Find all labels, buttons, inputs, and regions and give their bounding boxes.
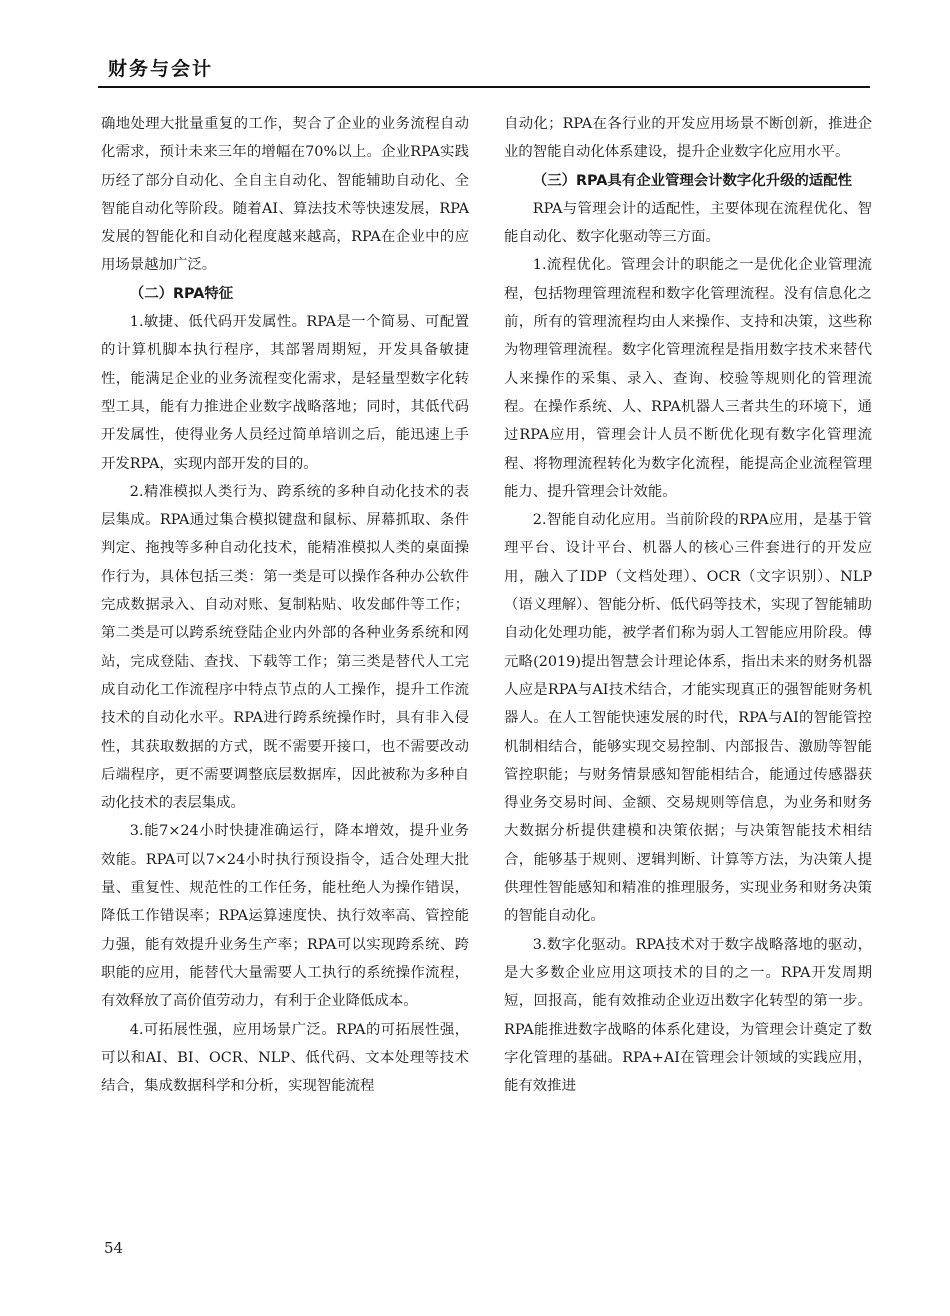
paragraph: 4.可拓展性强，应用场景广泛。RPA的可拓展性强，可以和AI、BI、OCR、NLP、低代码、文本处理等技术结合，集成数据科学和分析，实现智能流程 [101, 1021, 469, 1095]
section-heading: （三）RPA具有企业管理会计数字化升级的适配性 [532, 172, 853, 189]
paragraph: 自动化；RPA在各行业的开发应用场景不断创新，推进企业的智能自动化体系建设，提升企业数字化应用水平。 [504, 116, 872, 161]
journal-header-title: 财务与会计 [108, 58, 214, 80]
paragraph: RPA与管理会计的适配性，主要体现在流程优化、智能自动化、数字化驱动等三方面。 [504, 200, 872, 246]
paragraph: 2.精准模拟人类行为、跨系统的多种自动化技术的表层集成。RPA通过集合模拟键盘和鼠标、屏幕抓取、条件判定、拖拽等多种自动化技术，能精准模拟人类的桌面操作行为，具体包括三类：第一类是可以操作各种办公软件完成数据录入、自动对账、复制粘贴、收发邮件等工作；第二类是可以跨系统登陆企业内外部的各种业务系统和网站，完成登陆、查找、下载等工作；第三类是替代人工完成自动化工作流程序中特点节点的人工操作，提升工作流技术的自动化水平。RPA进行跨系统操作时，具有非入侵性，其获取数据的方式，既不需要开接口，也不需要改动后端程序，更不需要调整底层数据库，因此被称为多种自动化技术的表层集成。 [101, 483, 469, 812]
paragraph: 3.能7×24小时快捷准确运行，降本增效，提升业务效能。RPA可以7×24小时执行预设指令，适合处理大批量、重复性、规范性的工作任务，能杜绝人为操作错误，降低工作错误率；RPA运算速度快、执行效率高、管控能力强，能有效提升业务生产率；RPA可以实现跨系统、跨职能的应用，能替代大量需要人工执行的系统操作流程，有效释放了高价值劳动力，有利于企业降低成本。 [101, 823, 469, 1010]
header-rule [98, 86, 870, 88]
paragraph: 1.敏捷、低代码开发属性。RPA是一个简易、可配置的计算机脚本执行程序，其部署周期短，开发具备敏捷性，能满足企业的业务流程变化需求，是轻量型数字化转型工具，能有力推进企业数字战略落地；同时，其低代码开发属性，使得业务人员经过简单培训之后，能迅速上手开发RPA，实现内部开发的目的。 [101, 314, 469, 472]
paragraph: 1.流程优化。管理会计的职能之一是优化企业管理流程，包括物理管理流程和数字化管理流程。没有信息化之前，所有的管理流程均由人来操作、支持和决策，这些称为物理管理流程。数字化管理流程是指用数字技术来替代人来操作的采集、录入、查询、校验等规则化的管理流程。在操作系统、人、RPA机器人三者共生的环境下，通过RPA应用，管理会计人员不断优化现有数字化管理流程、将物理流程转化为数字化流程，能提高企业流程管理能力、提升管理会计效能。 [504, 257, 872, 500]
right-column [504, 110, 872, 1100]
paragraph: 3.数字化驱动。RPA技术对于数字战略落地的驱动，是大多数企业应用这项技术的目的之一。RPA开发周期短，回报高，能有效推动企业迈出数字化转型的第一步。RPA能推进数字战略的体系化建设，为管理会计奠定了数字化管理的基础。RPA+AI在管理会计领域的实践应用，能有效推进 [504, 936, 872, 1095]
section-heading: （二）RPA特征 [129, 285, 234, 302]
paragraph: 2.智能自动化应用。当前阶段的RPA应用，是基于管理平台、设计平台、机器人的核心三件套进行的开发应用，融入了IDP（文档处理）、OCR（文字识别）、NLP（语义理解）、智能分析、低代码等技术，实现了智能辅助自动化处理功能，被学者们称为弱人工智能应用阶段。傅元略(2019)提出智慧会计理论体系，指出未来的财务机器人应是RPA与AI技术结合，才能实现真正的强智能财务机器人。在人工智能快速发展的时代，RPA与AI的智能管控机制相结合，能够实现交易控制、内部报告、激励等智能管控职能；与财务情景感知智能相结合，能通过传感器获得业务交易时间、金额、交易规则等信息，为业务和财务大数据分析提供建模和决策依据；与决策智能技术相结合，能够基于规则、逻辑判断、计算等方法，为决策人提供理性智能感知和精准的推理服务，实现业务和财务决策的智能自动化。 [504, 512, 872, 925]
page-number: 54 [104, 1239, 124, 1257]
left-column [101, 110, 469, 1100]
paragraph: 确地处理大批量重复的工作，契合了企业的业务流程自动化需求，预计未来三年的增幅在70%以上。企业RPA实践历经了部分自动化、全自主自动化、智能辅助自动化、全智能自动化等阶段。随着AI、算法技术等快速发展，RPA发展的智能化和自动化程度越来越高，RPA在企业中的应用场景越加广泛。 [101, 116, 469, 274]
